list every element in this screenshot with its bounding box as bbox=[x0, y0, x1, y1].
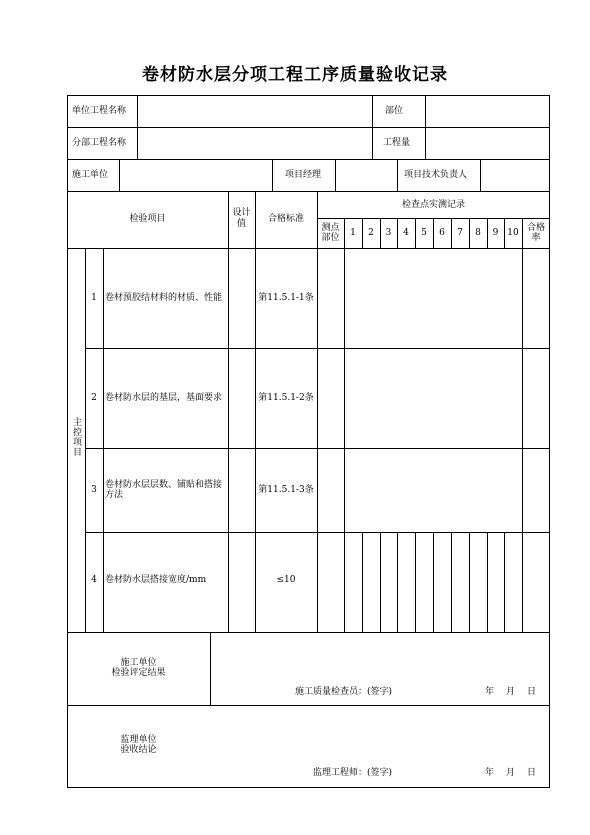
point-number: 5 bbox=[421, 228, 427, 238]
pass-rate-header-1: 合格 bbox=[526, 223, 545, 233]
item-number: 2 bbox=[91, 393, 97, 403]
item-number: 3 bbox=[91, 485, 97, 495]
point-number: 1 bbox=[350, 228, 356, 238]
unit-project-label: 单位工程名称 bbox=[72, 106, 127, 116]
main-control-label: 主控项目 bbox=[71, 417, 81, 457]
item-name-line2: 方法 bbox=[105, 490, 124, 500]
measure-point-header-1: 测点 bbox=[321, 223, 340, 233]
design-value-header-1: 设计 bbox=[232, 208, 251, 218]
location-label: 部位 bbox=[385, 106, 404, 116]
point-number: 4 bbox=[403, 228, 409, 238]
design-value-header-2: 值 bbox=[236, 219, 246, 229]
sub-project-label: 分部工程名称 bbox=[72, 138, 127, 148]
supervision-result-label-2: 验收结论 bbox=[120, 745, 157, 755]
year-label: 年 bbox=[485, 687, 495, 697]
inspector-signature: 施工质量检查员：(签字) bbox=[295, 687, 393, 697]
supervisor-signature: 监理工程师：(签字) bbox=[313, 768, 393, 778]
point-number: 7 bbox=[457, 228, 463, 238]
item-standard: 第11.5.1-2条 bbox=[258, 393, 314, 403]
supervision-result-label-1: 监理单位 bbox=[120, 735, 157, 745]
project-manager-label: 项目经理 bbox=[285, 170, 322, 180]
item-number: 1 bbox=[91, 293, 97, 303]
item-name: 卷材防水层搭接宽度/mm bbox=[105, 575, 207, 585]
inspection-item-header: 检验项目 bbox=[129, 214, 166, 224]
point-number: 8 bbox=[475, 228, 481, 238]
construction-unit-result-label-1: 施工单位 bbox=[120, 658, 157, 668]
month-label: 月 bbox=[506, 687, 516, 697]
year-label: 年 bbox=[485, 768, 495, 778]
day-label: 日 bbox=[527, 768, 537, 778]
point-number: 6 bbox=[439, 228, 445, 238]
inspection-form bbox=[67, 95, 550, 788]
pass-rate-header-2: 率 bbox=[531, 233, 541, 243]
measured-record-header: 检查点实测记录 bbox=[401, 200, 465, 210]
qualified-standard-header: 合格标准 bbox=[267, 214, 304, 224]
month-label: 月 bbox=[506, 768, 516, 778]
day-label: 日 bbox=[527, 687, 537, 697]
form-title: 卷材防水层分项工程工序质量验收记录 bbox=[142, 65, 448, 85]
item-standard: ≤10 bbox=[276, 575, 296, 585]
point-number: 2 bbox=[368, 228, 374, 238]
measure-point-header-2: 部位 bbox=[321, 233, 340, 243]
point-number: 10 bbox=[507, 228, 519, 238]
item-standard: 第11.5.1-3条 bbox=[258, 485, 314, 495]
quantity-label: 工程量 bbox=[383, 138, 411, 148]
point-number: 9 bbox=[492, 228, 499, 238]
construction-unit-label: 施工单位 bbox=[72, 170, 109, 180]
point-number: 3 bbox=[385, 228, 392, 238]
construction-unit-result-label-2: 检验评定结果 bbox=[111, 668, 166, 678]
item-name: 卷材防水层层数、铺贴和搭接 bbox=[105, 480, 223, 490]
tech-lead-label: 项目技术负责人 bbox=[404, 170, 468, 180]
item-number: 4 bbox=[91, 575, 97, 585]
item-name: 卷材防水层的基层，基面要求 bbox=[105, 393, 223, 403]
item-name: 卷材预胶结材料的材质、性能 bbox=[105, 293, 223, 303]
item-standard: 第11.5.1-1条 bbox=[258, 293, 314, 303]
